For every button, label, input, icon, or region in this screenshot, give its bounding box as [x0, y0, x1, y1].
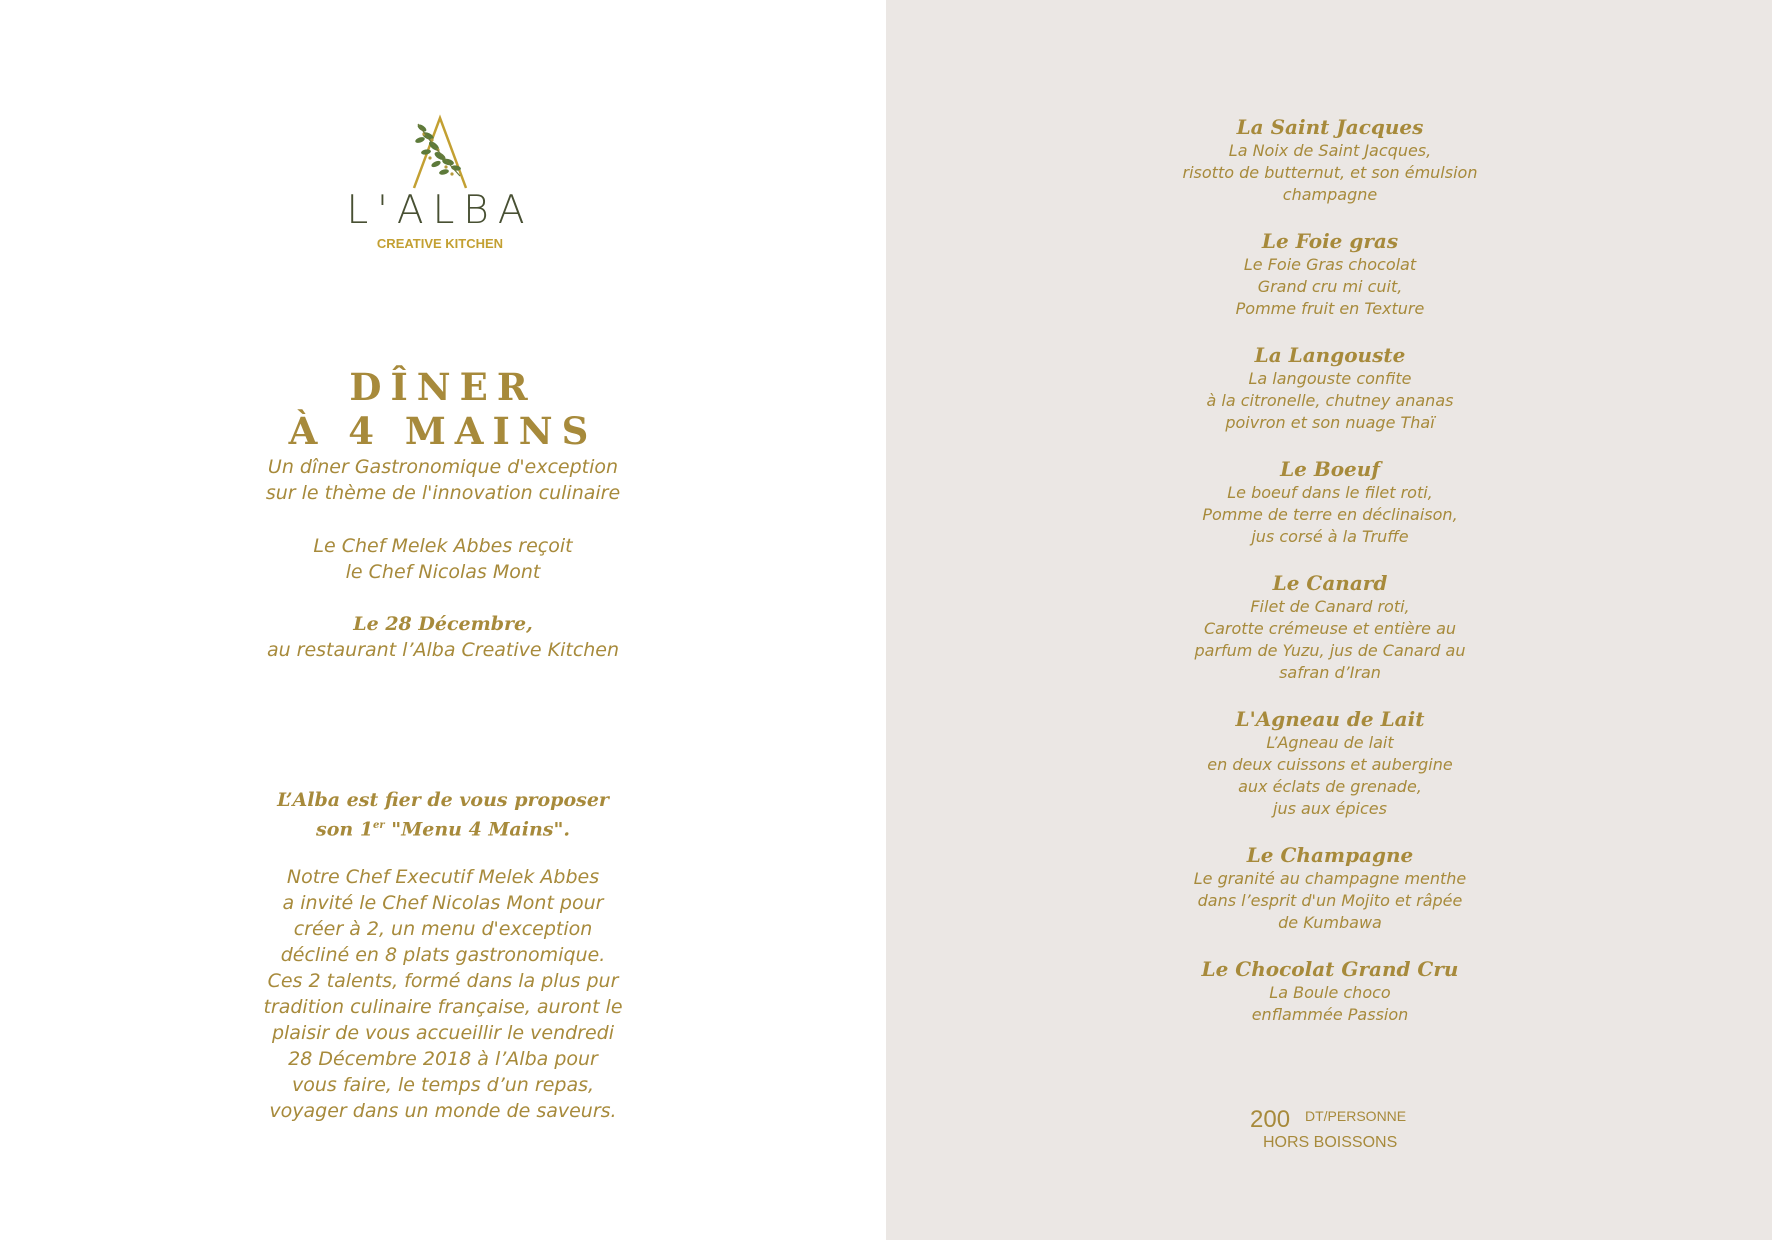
price-amount: 200 [1250, 1106, 1291, 1133]
course-description-line: Filet de Canard roti, [1250, 597, 1410, 616]
menu-course [1150, 456, 1510, 548]
course-description-line: aux éclats de grenade, [1238, 777, 1422, 796]
story-line: voyager dans un monde de saveurs. [269, 1100, 617, 1122]
menu-course [1150, 342, 1510, 434]
subtitle-line-1: Un dîner Gastronomique d'exception [267, 456, 619, 478]
announcement [200, 787, 686, 842]
course-description-line: en deux cuissons et aubergine [1207, 755, 1453, 774]
course-description-line: jus aux épices [1273, 799, 1387, 818]
page-title [200, 365, 686, 453]
story-line: tradition culinaire française, auront le [263, 996, 623, 1018]
date-line: Le 28 Décembre, [353, 613, 533, 635]
venue-line: au restaurant l’Alba Creative Kitchen [266, 639, 620, 661]
course-title: Le Chocolat Grand Cru [1201, 957, 1459, 981]
menu-course [1150, 114, 1510, 206]
course-description-line: parfum de Yuzu, jus de Canard au [1194, 641, 1466, 660]
course-description-line: safran d’Iran [1279, 663, 1381, 682]
course-title: Le Boeuf [1280, 457, 1380, 481]
chefs-line-1: Le Chef Melek Abbes reçoit [313, 535, 573, 557]
announcement-superscript: er [373, 820, 385, 831]
title-line-1: DÎNER [349, 365, 537, 409]
course-description-line: La langouste confite [1248, 369, 1412, 388]
story-line: a invité le Chef Nicolas Mont pour [282, 892, 604, 914]
course-description-line: Carotte crémeuse et entière au [1203, 619, 1457, 638]
story-paragraph [200, 864, 686, 1124]
story-line: plaisir de vous accueillir le vendredi [271, 1022, 615, 1044]
course-description-line: enflammée Passion [1251, 1005, 1409, 1024]
event-date [200, 611, 686, 663]
course-description-line: champagne [1282, 185, 1378, 204]
course-title: La Saint Jacques [1236, 115, 1424, 139]
story-line: 28 Décembre 2018 à l’Alba pour [288, 1048, 598, 1070]
menu-course [1150, 842, 1510, 934]
course-description-line: de Kumbawa [1278, 913, 1382, 932]
chefs-line-2: le Chef Nicolas Mont [345, 561, 541, 583]
menu-course [1150, 228, 1510, 320]
course-description-line: La Boule choco [1269, 983, 1391, 1002]
course-description-line: Le Foie Gras chocolat [1243, 255, 1417, 274]
menu-course [1150, 570, 1510, 684]
subtitle-line-2: sur le thème de l'innovation culinaire [265, 482, 621, 504]
course-title: Le Champagne [1246, 843, 1414, 867]
course-description-line: jus corsé à la Truffe [1251, 527, 1409, 546]
menu-list [1150, 114, 1510, 1048]
leaf-triangle-icon [400, 110, 480, 190]
course-title: Le Foie gras [1261, 229, 1399, 253]
chefs-text [200, 533, 686, 585]
course-description-line: Grand cru mi cuit, [1257, 277, 1403, 296]
price-unit: DT/PERSONNE [1305, 1108, 1407, 1124]
announcement-line-2-post: "Menu 4 Mains". [384, 818, 570, 841]
title-line-2: À 4 MAINS [288, 409, 598, 453]
story-line: Ces 2 talents, formé dans la plus pur [267, 970, 619, 992]
logo [340, 110, 540, 260]
course-title: La Langouste [1254, 343, 1406, 367]
course-description-line: La Noix de Saint Jacques, [1228, 141, 1432, 160]
course-description-line: L’Agneau de lait [1266, 733, 1394, 752]
course-description-line: Pomme de terre en déclinaison, [1202, 505, 1458, 524]
menu-course [1150, 706, 1510, 820]
menu-course [1150, 956, 1510, 1026]
story-line: Notre Chef Executif Melek Abbes [286, 866, 600, 888]
course-description-line: Le granité au champagne menthe [1193, 869, 1467, 888]
course-title: L'Agneau de Lait [1235, 707, 1425, 731]
announcement-line-1: L’Alba est fier de vous proposer [277, 789, 609, 811]
course-description-line: Pomme fruit en Texture [1235, 299, 1425, 318]
course-description-line: à la citronelle, chutney ananas [1206, 391, 1454, 410]
announcement-line-2-pre: son 1 [316, 818, 374, 841]
logo-wordmark: L'ALBA [346, 188, 534, 233]
story-line: créer à 2, un menu d'exception [293, 918, 593, 940]
course-description-line: dans l’esprit d'un Mojito et râpée [1197, 891, 1463, 910]
course-description-line: risotto de butternut, et son émulsion [1182, 163, 1478, 182]
story-line: vous faire, le temps d’un repas, [291, 1074, 595, 1096]
course-description-line: poivron et son nuage Thaï [1225, 413, 1435, 432]
subtitle [200, 454, 686, 506]
course-description-line: Le boeuf dans le filet roti, [1227, 483, 1433, 502]
price-note: HORS BOISSONS [1263, 1134, 1398, 1151]
logo-tagline: CREATIVE KITCHEN [376, 236, 504, 251]
story-line: décliné en 8 plats gastronomique. [280, 944, 606, 966]
course-title: Le Canard [1272, 571, 1388, 595]
announcement-line-2 [200, 813, 686, 842]
